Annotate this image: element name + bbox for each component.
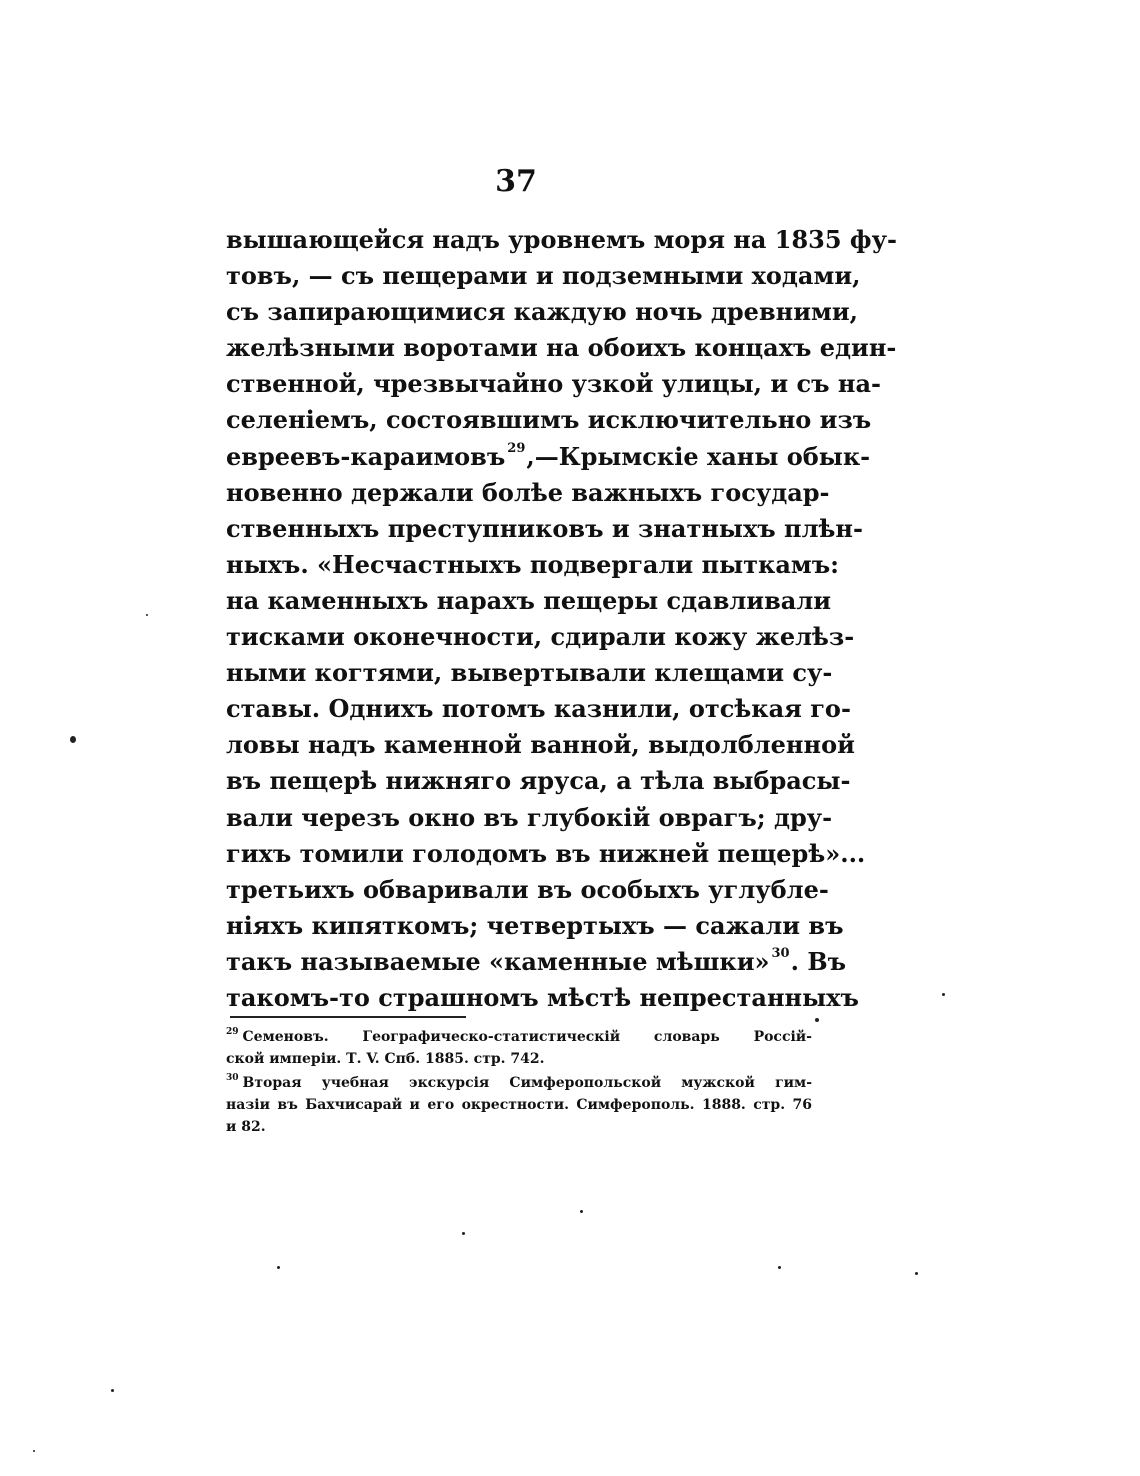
footnote-reference-30[interactable]: 30: [771, 945, 790, 961]
scan-speck: [33, 1450, 35, 1452]
body-line: ными когтями, вывертывали клещами су-: [226, 658, 833, 688]
footnote-line: [226, 1072, 812, 1094]
body-text-segment: такъ называемые «каменные мѣшки»: [226, 946, 770, 976]
body-text-segment: евреевъ-караимовъ: [226, 441, 506, 471]
footnote-divider: [230, 1016, 466, 1018]
scan-speck: [778, 1266, 781, 1269]
body-line: на каменныхъ нарахъ пещеры сдавливали: [226, 585, 832, 615]
footnote-text: Семеновъ. Географическо-статистическій словарь Россій-: [242, 1029, 812, 1045]
footnote-line: ской имперіи. Т. V. Спб. 1885. стр. 742.: [226, 1051, 545, 1067]
body-line: тисками оконечности, сдирали кожу желѣз-: [226, 622, 855, 652]
body-line: [226, 439, 871, 475]
body-line: желѣзными воротами на обоихъ концахъ един-: [226, 333, 897, 363]
scan-speck: [277, 1266, 280, 1269]
body-line: вышающейся надъ уровнемъ моря на 1835 фу-: [226, 225, 897, 254]
footnote-line: [226, 1026, 812, 1048]
footnotes: [226, 1026, 812, 1138]
scan-speck: [815, 1018, 819, 1022]
scan-speck: [580, 1210, 583, 1213]
body-line: ніяхъ кипяткомъ; четвертыхъ — сажали въ: [226, 910, 844, 940]
footnote-line: и 82.: [226, 1119, 266, 1135]
page-number: 37: [495, 164, 537, 199]
body-line: новенно держали болѣе важныхъ государ-: [226, 477, 830, 507]
body-line: селеніемъ, состоявшимъ исключительно изъ: [226, 405, 872, 435]
body-line: такомъ-то страшномъ мѣстѣ непрестанныхъ: [226, 982, 859, 1012]
scan-speck: [462, 1232, 465, 1235]
body-line: гихъ томили голодомъ въ нижней пещерѣ»...: [226, 838, 866, 868]
scan-speck: [942, 993, 945, 996]
footnote-text: Вторая учебная экскурсія Симферопольской мужской гим-: [242, 1075, 812, 1091]
body-line: ныхъ. «Несчастныхъ подвергали пыткамъ:: [226, 549, 840, 579]
body-line: ственныхъ преступниковъ и знатныхъ плѣн-: [226, 513, 863, 543]
footnote-mark: 30: [226, 1073, 239, 1083]
scan-speck: [70, 736, 76, 743]
body-line: товъ, — съ пещерами и подземными ходами,: [226, 261, 861, 291]
body-line: ловы надъ каменной ванной, выдолбленной: [226, 730, 855, 760]
body-line: вали черезъ окно въ глубокій оврагъ; дру-: [226, 802, 833, 832]
footnote-reference-29[interactable]: 29: [507, 440, 526, 456]
scan-speck: [146, 614, 148, 616]
body-line: съ запирающимися каждую ночь древними,: [226, 297, 858, 327]
scan-speck: [111, 1389, 114, 1392]
body-text: [226, 222, 897, 1016]
body-line: ственной, чрезвычайно узкой улицы, и съ на-: [226, 369, 881, 399]
body-text-segment: . Въ: [790, 946, 847, 976]
body-line: въ пещерѣ нижняго яруса, а тѣла выбрасы-: [226, 766, 851, 796]
body-line: третьихъ обваривали въ особыхъ углубле-: [226, 874, 829, 904]
footnote-line: назіи въ Бахчисарай и его окрестности. Симферополь. 1888. стр. 76: [226, 1097, 812, 1113]
body-text-segment: ,—Крымскіе ханы обык-: [526, 441, 871, 471]
body-line: [226, 944, 847, 980]
footnote-mark: 29: [226, 1027, 239, 1037]
body-line: ставы. Однихъ потомъ казнили, отсѣкая го-: [226, 694, 851, 724]
scan-speck: [915, 1272, 918, 1275]
